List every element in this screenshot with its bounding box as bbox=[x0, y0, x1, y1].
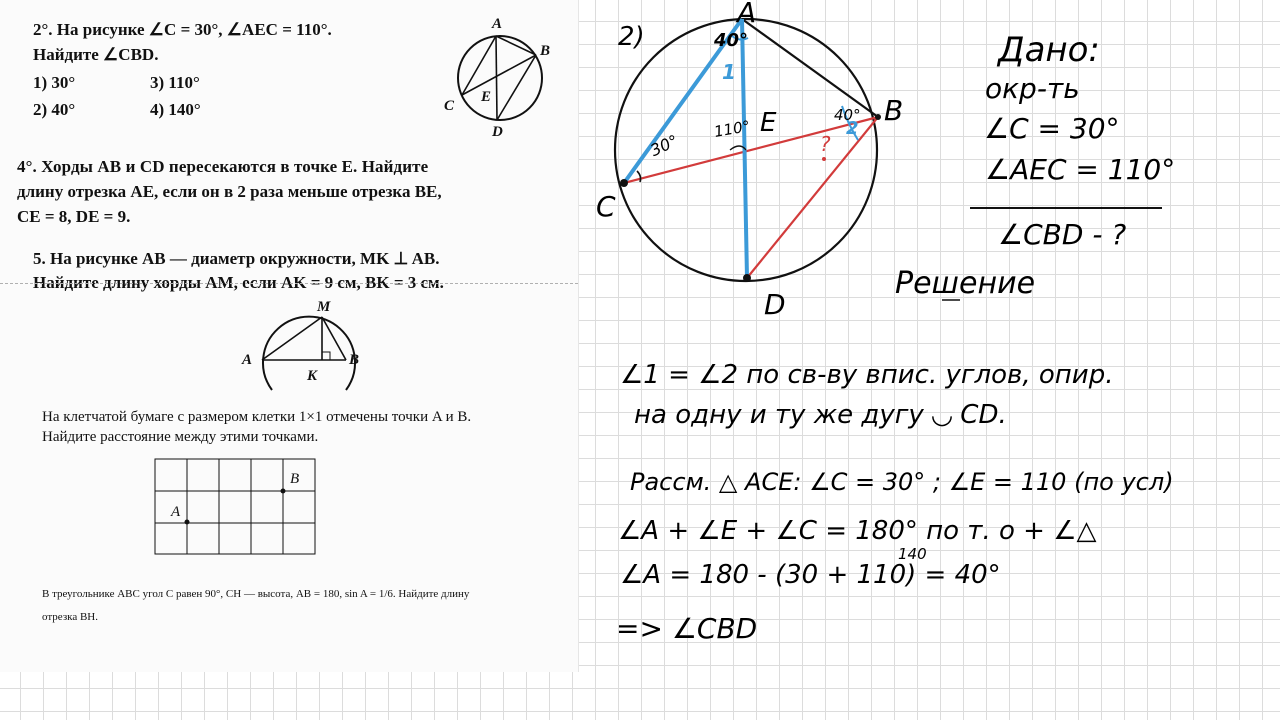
solution-line-5: ∠A = 180 - (30 + 110) = 40° bbox=[620, 560, 1001, 590]
given-line-1: окр-ть bbox=[985, 72, 1080, 105]
p5-label-K: K bbox=[307, 368, 318, 384]
solution-line-4: ∠A + ∠E + ∠C = 180° по т. о + ∠△ bbox=[618, 516, 1097, 546]
solution-line-2: на одну и ту же дугу ◡ CD. bbox=[634, 400, 1007, 430]
angle-1-label: 1 bbox=[722, 60, 736, 84]
problem-number: 2) bbox=[618, 22, 645, 52]
grid-problem-line1: На клетчатой бумаге с размером клетки 1×1 отмечены точки A и B. bbox=[42, 409, 472, 425]
grid-label-A: A bbox=[171, 504, 181, 520]
problem4-line1: 4°. Хорды AB и CD пересекаются в точке E. Найдите bbox=[17, 157, 429, 176]
angle-A-40: 40° bbox=[714, 30, 749, 51]
solution-line-3: Рассм. △ ACE: ∠C = 30° ; ∠E = 110 (по усл) bbox=[630, 468, 1174, 496]
problem5-line2: Найдите длину хорды AM, если AK = 9 см, BK = 3 см. bbox=[33, 273, 444, 292]
angle-B-40: 40° bbox=[834, 106, 861, 124]
problem4-line3: CE = 8, DE = 9. bbox=[17, 207, 131, 226]
p2-label-D: D bbox=[492, 124, 503, 140]
point-B: B bbox=[884, 94, 904, 127]
p5-label-M: M bbox=[317, 299, 331, 315]
problem2-option-3: 3) 110° bbox=[150, 73, 200, 92]
chord-AB bbox=[742, 19, 878, 117]
chord-BD bbox=[747, 117, 878, 278]
given-title: Дано: bbox=[998, 30, 1100, 70]
angle-E-110: 110° bbox=[712, 116, 752, 142]
p5-label-B: B bbox=[349, 352, 360, 368]
triangle-problem-line1: В треугольнике ABC угол C равен 90°, CH — высота, AB = 180, sin A = 1/6. Найдите длину bbox=[42, 588, 470, 600]
sum-note: 140 bbox=[898, 545, 927, 563]
p2-label-A: A bbox=[492, 16, 503, 32]
problem5-line1: 5. На рисунке AB — диаметр окружности, MK ⊥ AB. bbox=[33, 249, 440, 268]
p5-label-A: A bbox=[242, 352, 253, 368]
angle-C-30: 30° bbox=[647, 130, 682, 161]
grid-problem-line2: Найдите расстояние между этими точками. bbox=[42, 429, 319, 445]
find-line: ∠CBD - ? bbox=[998, 218, 1127, 251]
point-D: D bbox=[764, 288, 786, 321]
unknown-angle-mark: ? bbox=[820, 132, 831, 156]
problem4-line2: длину отрезка AE, если он в 2 раза меньше отрезка BE, bbox=[17, 182, 442, 201]
problem2-option-1: 1) 30° bbox=[33, 73, 76, 92]
problem2-option-2: 2) 40° bbox=[33, 100, 76, 119]
point-E: E bbox=[760, 108, 777, 138]
grid-label-B: B bbox=[290, 471, 300, 487]
solution-line-6: => ∠CBD bbox=[616, 612, 758, 645]
triangle-problem-line2: отрезка BH. bbox=[42, 611, 98, 623]
p2-label-E: E bbox=[481, 89, 492, 105]
given-line-2: ∠C = 30° bbox=[984, 112, 1120, 145]
p2-label-B: B bbox=[540, 43, 551, 59]
angle-2-label: 2 bbox=[846, 118, 859, 139]
point-C: C bbox=[596, 190, 616, 223]
solution-line-1: ∠1 = ∠2 по св-ву впис. углов, опир. bbox=[620, 360, 1114, 390]
point-A: A bbox=[737, 0, 757, 29]
p2-label-C: C bbox=[444, 98, 455, 114]
problem2-line1: 2°. На рисунке ∠C = 30°, ∠AEC = 110°. bbox=[33, 20, 332, 39]
problem2-line2: Найдите ∠CBD. bbox=[33, 45, 159, 64]
solution-title: Решение bbox=[895, 266, 1036, 301]
problem2-option-4: 4) 140° bbox=[150, 100, 201, 119]
given-line-3: ∠AEC = 110° bbox=[985, 153, 1176, 186]
